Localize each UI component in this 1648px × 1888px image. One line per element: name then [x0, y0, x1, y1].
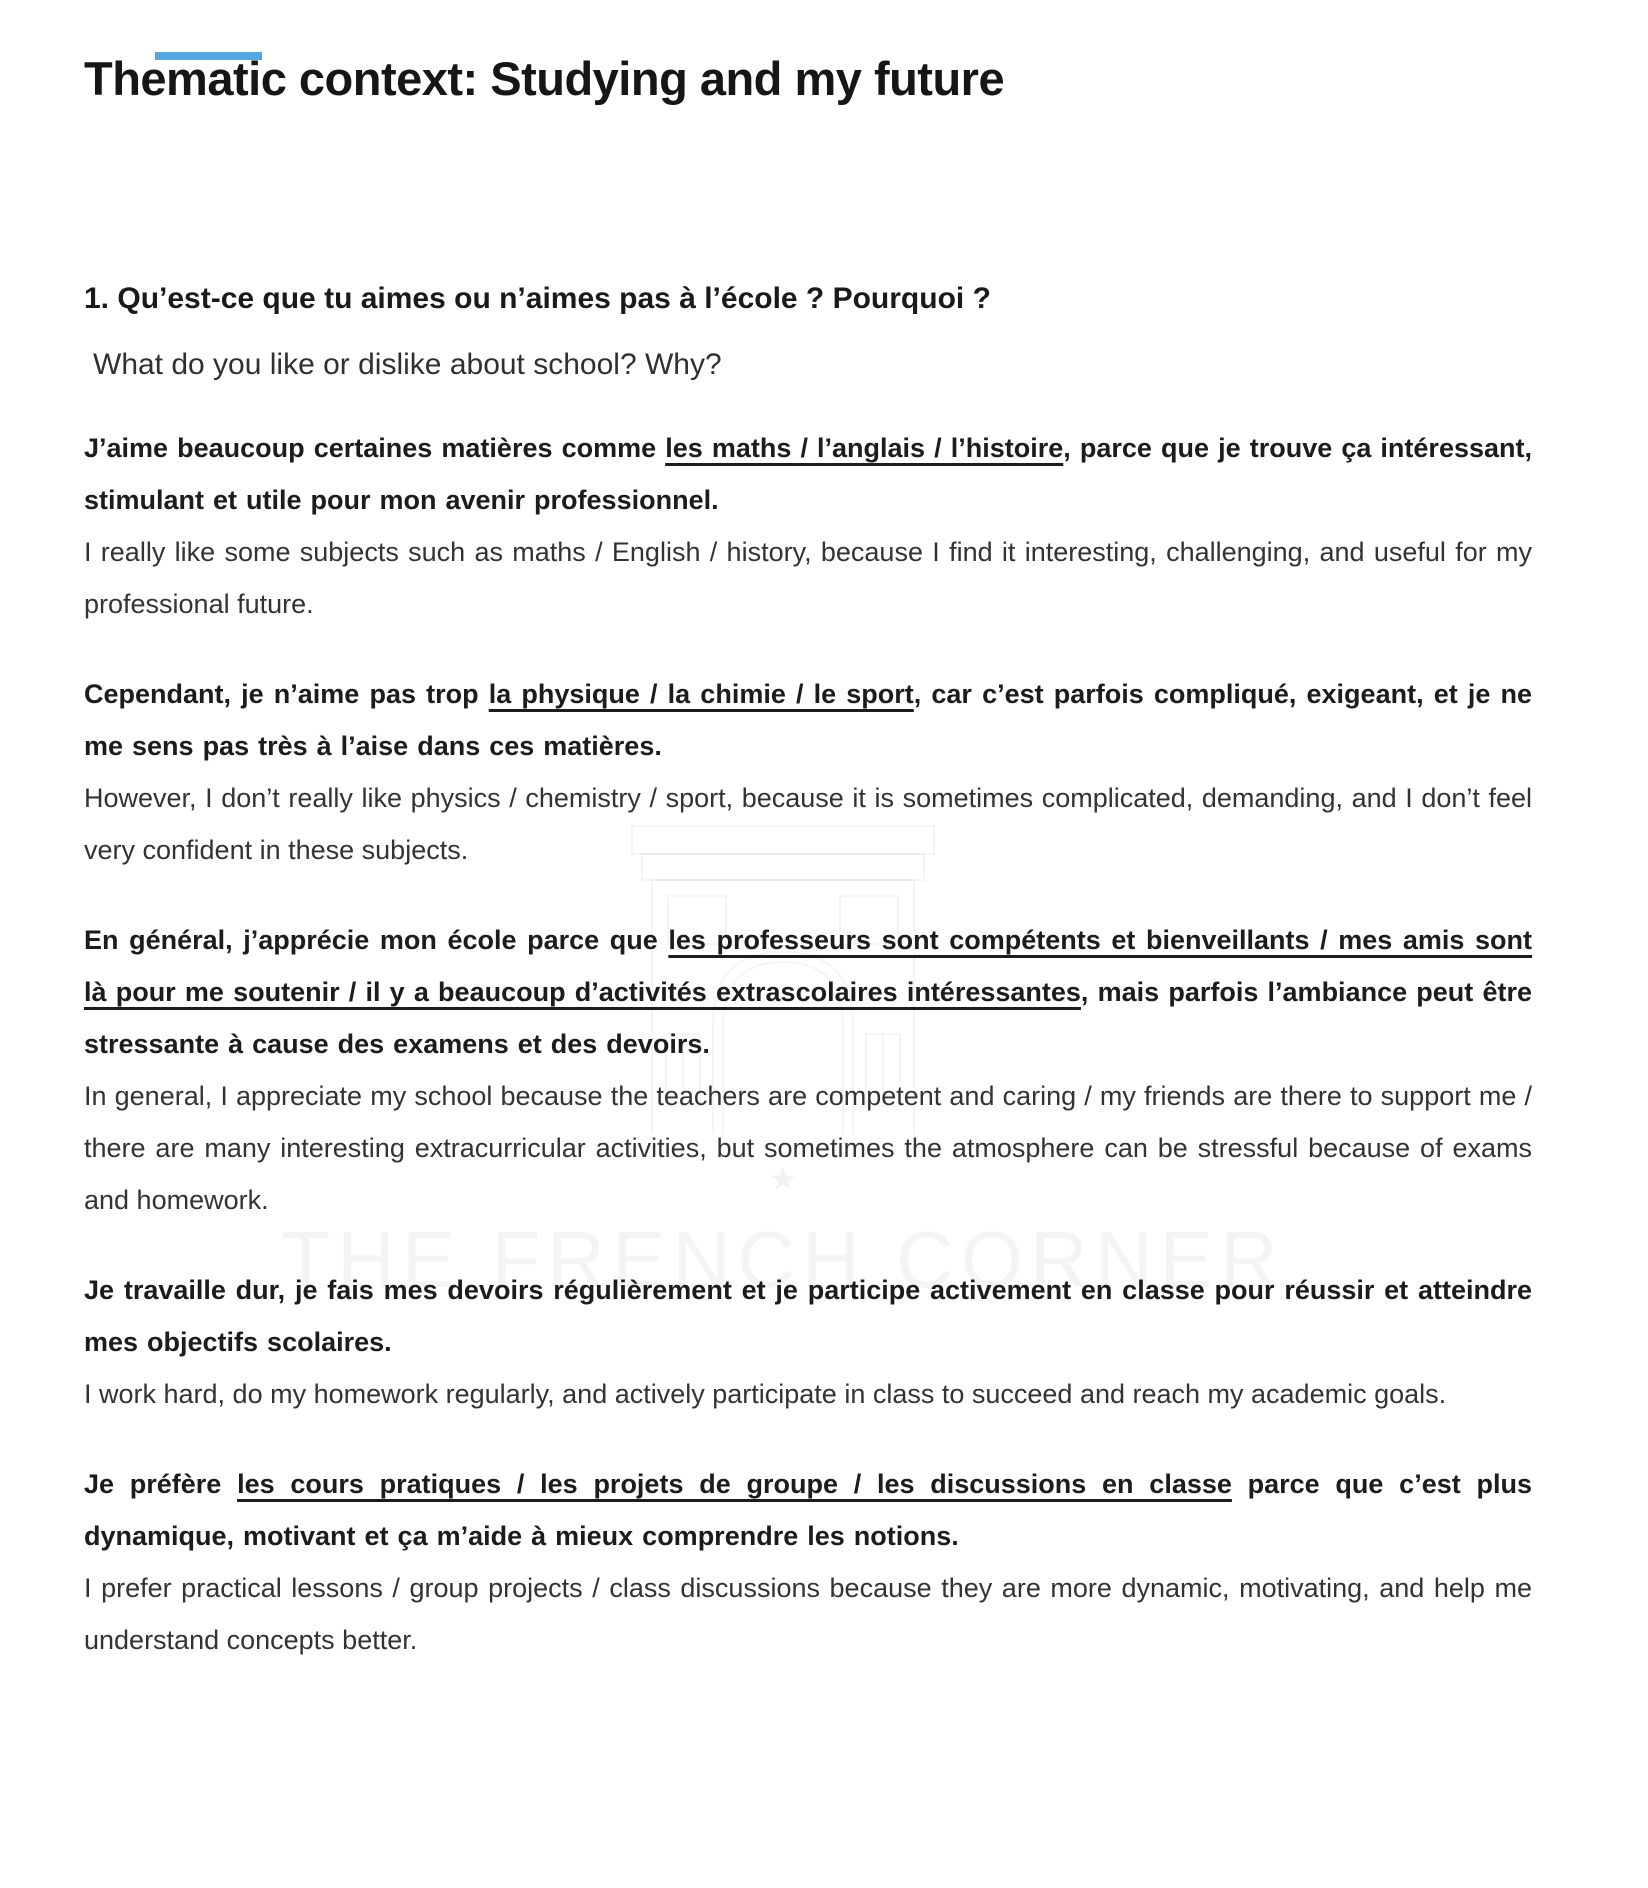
page-title: Thematic context: Studying and my future: [84, 52, 1005, 105]
qa-paragraph-1: [84, 422, 1532, 630]
french-text: , parce que je trouve ça intéressant, stimulant et utile pour mon avenir professionnel.: [84, 433, 1532, 515]
question-heading-english: What do you like or dislike about school? Why?: [93, 348, 722, 381]
french-paragraph: [84, 914, 1532, 1070]
french-underlined-options: les professeurs sont compétents et bienveillants / mes amis sont là pour me soutenir / il y a beaucoup d’activités extrascolaires intéressantes: [84, 925, 1533, 1007]
french-underlined-options: la physique / la chimie / le sport: [488, 679, 914, 709]
french-paragraph: [84, 1458, 1532, 1562]
english-translation: In general, I appreciate my school because the teachers are competent and caring / my friends are there to support me / there are many interesting extracurricular activities, but sometimes the atmosphere can be stressful because of exams and homework.: [84, 1081, 1532, 1215]
english-translation: However, I don’t really like physics / chemistry / sport, because it is sometimes complicated, demanding, and I don’t feel very confident in these subjects.: [84, 783, 1532, 865]
english-translation: I work hard, do my homework regularly, and actively participate in class to succeed and reach my academic goals.: [84, 1379, 1447, 1409]
qa-paragraph-5: [84, 1458, 1532, 1666]
french-text: Je préfère: [84, 1469, 238, 1499]
french-paragraph: [84, 422, 1532, 526]
french-underlined-options: les maths / l’anglais / l’histoire: [665, 433, 1064, 463]
french-text: , mais parfois l’ambiance peut être stressante à cause des examens et des devoirs.: [84, 977, 1532, 1059]
french-text: parce que c’est plus dynamique, motivant et ça m’aide à mieux comprendre les notions.: [84, 1469, 1532, 1551]
qa-paragraph-2: [84, 668, 1532, 876]
question-heading-french: 1. Qu’est-ce que tu aimes ou n’aimes pas à l’école ? Pourquoi ?: [84, 282, 991, 315]
french-text: , car c’est parfois compliqué, exigeant, et je ne me sens pas très à l’aise dans ces matières.: [84, 679, 1532, 761]
qa-paragraph-4: [84, 1264, 1532, 1420]
french-text: Cependant, je n’aime pas trop: [84, 679, 489, 709]
french-text: Je travaille dur, je fais mes devoirs régulièrement et je participe activement en classe pour réussir et atteindre mes objectifs scolaires.: [84, 1275, 1532, 1357]
french-paragraph: [84, 668, 1532, 772]
qa-paragraph-3: [84, 914, 1532, 1226]
english-translation: I really like some subjects such as maths / English / history, because I find it interesting, challenging, and useful for my professional future.: [84, 537, 1532, 619]
document-page: [0, 52, 1648, 1666]
french-text: En général, j’apprécie mon école parce que: [84, 925, 669, 955]
french-paragraph: [84, 1264, 1532, 1368]
english-translation: I prefer practical lessons / group projects / class discussions because they are more dynamic, motivating, and help me understand concepts better.: [84, 1573, 1532, 1655]
french-underlined-options: les cours pratiques / les projets de groupe / les discussions en classe: [237, 1469, 1232, 1499]
french-text: J’aime beaucoup certaines matières comme: [84, 433, 666, 463]
watermark-star-icon: ★: [768, 1161, 798, 1197]
